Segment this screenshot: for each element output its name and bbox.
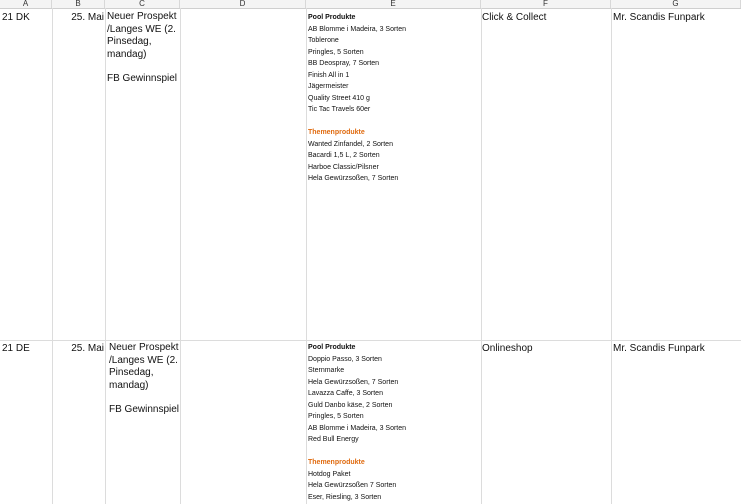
product-item: AB Blomme i Madeira, 3 Sorten — [308, 424, 407, 432]
product-item: Lavazza Caffe, 3 Sorten — [308, 390, 383, 397]
product-item: Jägermeister — [308, 83, 349, 90]
cell-a[interactable]: 21 DK — [2, 12, 30, 23]
notes-line: mandag) — [107, 48, 147, 60]
product-item: Pringles, 5 Sorten — [308, 48, 364, 56]
notes-line: Pinsedag, — [109, 367, 154, 378]
notes-line: mandag) — [109, 379, 149, 391]
product-item: Hotdog Paket — [308, 470, 351, 478]
cell-g-partner[interactable]: Mr. Scandis Funpark — [613, 343, 705, 354]
product-item: Doppio Passo, 3 Sorten — [308, 355, 382, 363]
product-item: Eser, Riesling, 3 Sorten — [308, 493, 382, 501]
product-item: Pringles, 5 Sorten — [308, 413, 364, 420]
cell-f-channel[interactable]: Onlineshop — [482, 343, 533, 354]
cell-f-channel[interactable]: Click & Collect — [482, 12, 547, 23]
column-header-e[interactable]: E — [306, 0, 481, 8]
column-header-d[interactable]: D — [180, 0, 306, 8]
column-header-c[interactable]: C — [105, 0, 180, 8]
product-item: Quality Street 410 g — [308, 94, 370, 102]
product-item: Harboe Classic/Pilsner — [308, 163, 379, 171]
theme-products-title: Themenprodukte — [308, 129, 365, 136]
product-item: Bacardi 1,5 L, 2 Sorten — [308, 152, 380, 159]
product-item: BB Deospray, 7 Sorten — [308, 60, 380, 67]
product-item: Hela Gewürzsoßen 7 Sorten — [308, 482, 397, 489]
notes-line: Neuer Prospekt — [107, 11, 177, 22]
column-header-g[interactable]: G — [611, 0, 741, 8]
product-item: Wanted Zinfandel, 2 Sorten — [308, 140, 393, 148]
product-item: Red Bull Energy — [308, 436, 359, 443]
product-item: Tic Tac Travels 60er — [308, 106, 371, 113]
pool-products-title: Pool Produkte — [308, 14, 356, 21]
cell-e-products[interactable] — [308, 12, 480, 185]
cell-c-notes[interactable] — [109, 342, 181, 417]
product-item: Hela Gewürzsoßen, 7 Sorten — [308, 175, 399, 182]
notes-extra: FB Gewinnspiel — [107, 73, 178, 84]
cell-b-date[interactable]: 25. Mai — [71, 12, 104, 23]
product-item: Sternmarke — [308, 367, 345, 374]
column-header-a[interactable]: A — [0, 0, 52, 8]
theme-products-title: Themenprodukte — [308, 459, 365, 466]
column-header-f[interactable]: F — [481, 0, 611, 8]
product-item: Guld Danbo käse, 2 Sorten — [308, 401, 393, 409]
cell-c-notes[interactable] — [107, 11, 179, 86]
notes-line: /Langes WE (2. — [107, 23, 176, 35]
notes-line: Neuer Prospekt — [109, 342, 179, 353]
cell-g-partner[interactable]: Mr. Scandis Funpark — [613, 12, 705, 23]
product-item: Finish All in 1 — [308, 71, 350, 79]
sheet-row-21-de — [0, 342, 741, 504]
notes-line: Pinsedag, — [107, 36, 152, 47]
gridline-horizontal — [0, 340, 741, 341]
column-header-bar — [0, 0, 741, 9]
cell-b-date[interactable]: 25. Mai — [71, 343, 104, 354]
notes-extra: FB Gewinnspiel — [109, 404, 180, 415]
pool-products-title: Pool Produkte — [308, 344, 356, 351]
sheet-row-21-dk — [0, 11, 741, 339]
notes-line: /Langes WE (2. — [109, 354, 178, 366]
product-item: Toblerone — [308, 37, 339, 44]
product-item: AB Blomme i Madeira, 3 Sorten — [308, 25, 407, 33]
column-header-b[interactable]: B — [52, 0, 105, 8]
cell-e-products[interactable] — [308, 342, 480, 503]
product-item: Hela Gewürzsoßen, 7 Sorten — [308, 378, 399, 386]
cell-a[interactable]: 21 DE — [2, 343, 30, 354]
